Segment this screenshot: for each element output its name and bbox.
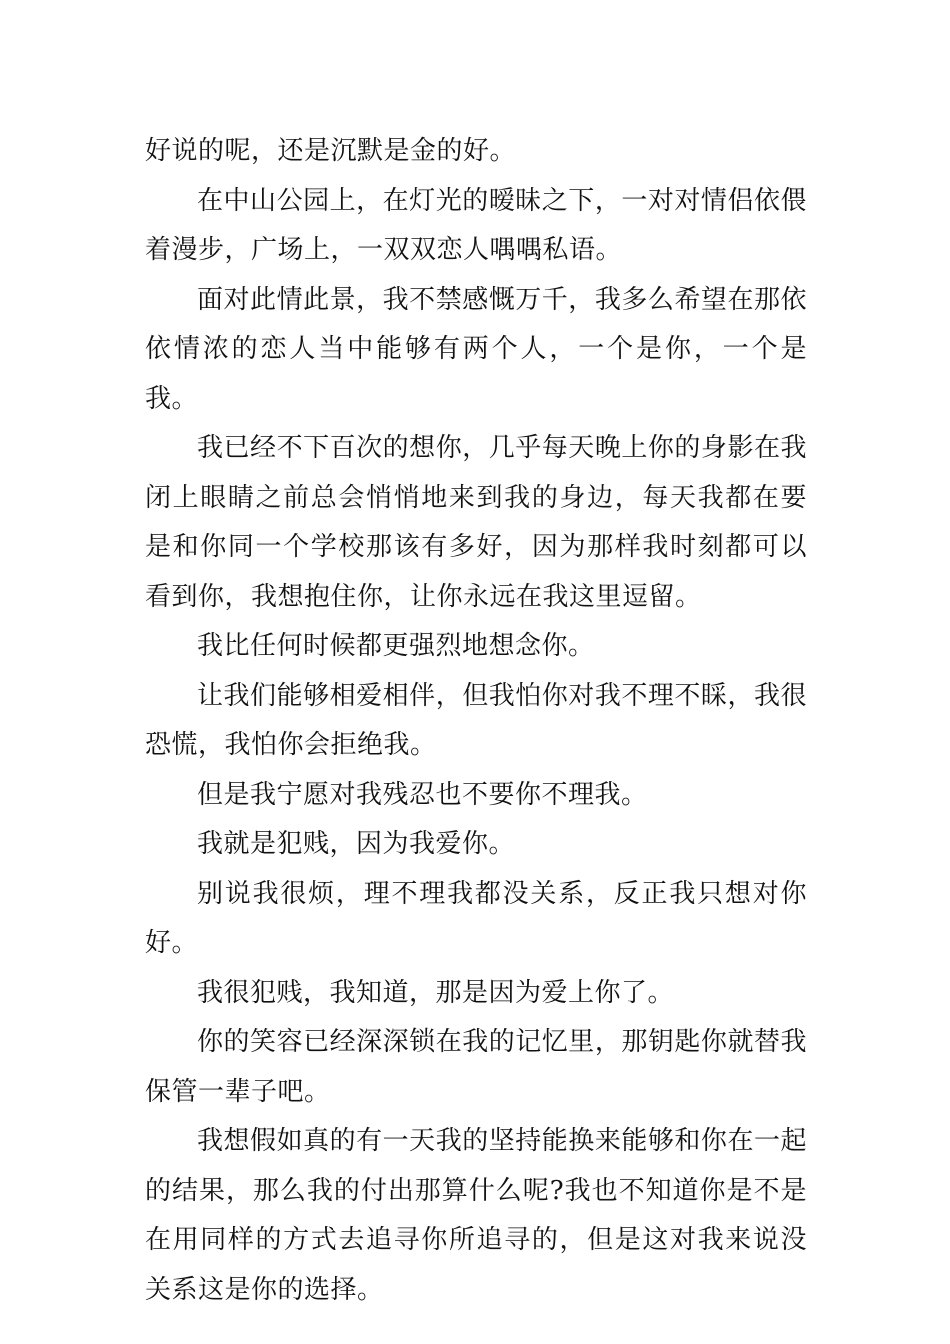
paragraph-10: 我很犯贱，我知道，那是因为爱上你了。: [197, 977, 675, 1008]
paragraph-8: 我就是犯贱，因为我爱你。: [197, 829, 516, 859]
paragraph-1: 好说的呢，还是沉默是金的好。: [145, 136, 517, 166]
paragraph-11: 你的笑容已经深深锁在我的记忆里，那钥匙你就替我保管一辈子吧。: [145, 1027, 807, 1107]
paragraph-6: 让我们能够相爱相伴，但我怕你对我不理不睬，我很恐慌，我怕你会拒绝我。: [145, 680, 807, 760]
document-body: [145, 127, 807, 1315]
paragraph-3: 面对此情此景，我不禁感慨万千，我多么希望在那依依情浓的恋人当中能够有两个人，一个是你，一个是我。: [145, 284, 807, 414]
paragraph-9: 别说我很烦，理不理我都没关系，反正我只想对你好。: [145, 878, 807, 958]
paragraph-2: 在中山公园上，在灯光的暧昧之下，一对对情侣依偎着漫步，广场上，一双双恋人喁喁私语。: [145, 185, 807, 265]
paragraph-12: 我想假如真的有一天我的坚持能换来能够和你在一起的结果，那么我的付出那算什么呢?我也不知道你是不是在用同样的方式去追寻你所追寻的，但是这对我来说没关系这是你的选择。: [145, 1126, 807, 1305]
paragraph-4: 我已经不下百次的想你，几乎每天晚上你的身影在我闭上眼睛之前总会悄悄地来到我的身边，每天我都在要是和你同一个学校那该有多好，因为那样我时刻都可以看到你，我想抱住你，让你永远在我这里逗留。: [145, 433, 807, 612]
paragraph-5: 我比任何时候都更强烈地想念你。: [197, 631, 595, 661]
paragraph-7: 但是我宁愿对我残忍也不要你不理我。: [197, 779, 648, 810]
